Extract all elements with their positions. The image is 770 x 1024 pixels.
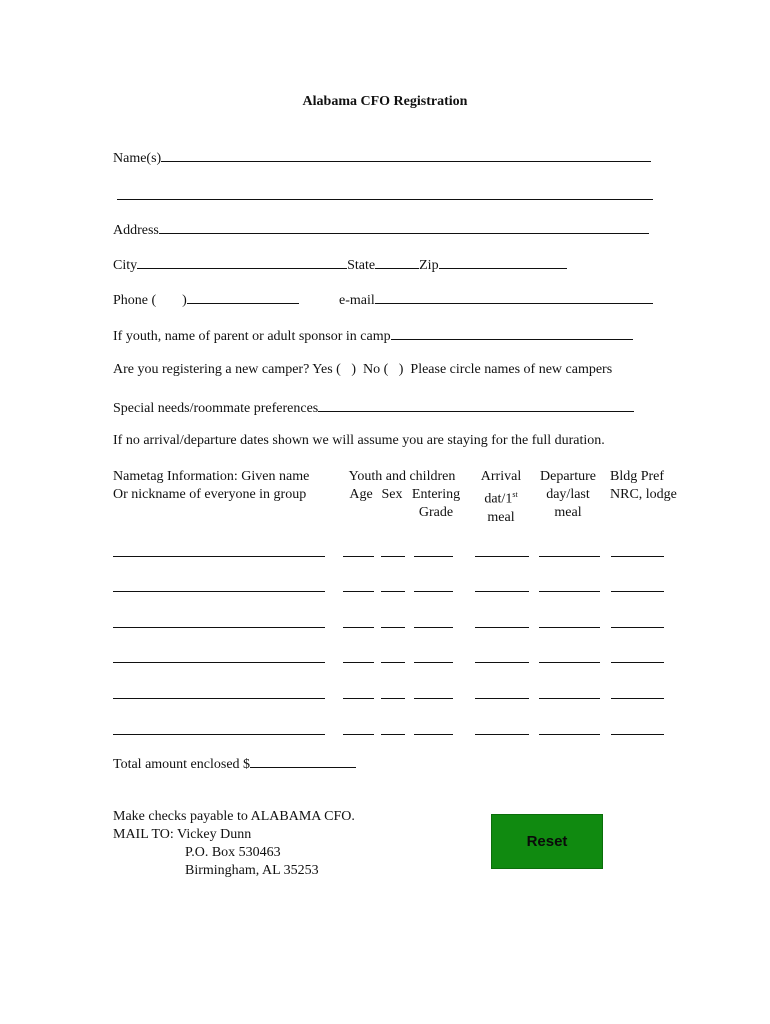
row-5-grade-field[interactable] [414, 698, 453, 699]
table-row [0, 627, 770, 628]
mail-to-line: MAIL TO: Vickey Dunn [113, 827, 252, 842]
row-2-grade-field[interactable] [414, 591, 453, 592]
row-2-arrival-field[interactable] [475, 591, 529, 592]
row-1-age-field[interactable] [343, 556, 374, 557]
mailing-block [113, 808, 355, 880]
sponsor-row [113, 326, 633, 345]
po-box-line: P.O. Box 530463 [185, 845, 281, 860]
table-row [0, 698, 770, 699]
city-field[interactable] [137, 255, 347, 269]
names-field[interactable] [161, 148, 651, 162]
header-departure: Departure day/last meal [540, 469, 596, 520]
payable-line: Make checks payable to ALABAMA CFO. [113, 809, 355, 824]
city-state-line: Birmingham, AL 35253 [185, 863, 319, 878]
row-4-sex-field[interactable] [381, 662, 405, 663]
special-needs-label: Special needs/roommate preferences [113, 401, 319, 416]
row-1-arrival-field[interactable] [475, 556, 529, 557]
dates-note: If no arrival/departure dates shown we will assume you are staying for the full duration. [113, 433, 605, 448]
header-arrival: Arrival dat/1st meal [480, 469, 522, 525]
row-3-age-field[interactable] [343, 627, 374, 628]
row-4-bldg-field[interactable] [611, 662, 664, 663]
names-field-2[interactable] [117, 199, 653, 200]
row-4-arrival-field[interactable] [475, 662, 529, 663]
row-2-departure-field[interactable] [539, 591, 600, 592]
row-1-bldg-field[interactable] [611, 556, 664, 557]
state-label: State [347, 258, 376, 273]
reset-button[interactable]: Reset [491, 814, 603, 869]
row-5-age-field[interactable] [343, 698, 374, 699]
row-3-departure-field[interactable] [539, 627, 600, 628]
row-1-grade-field[interactable] [414, 556, 453, 557]
email-row [339, 290, 653, 309]
row-4-age-field[interactable] [343, 662, 374, 663]
city-label: City [113, 258, 138, 273]
state-field[interactable] [375, 255, 419, 269]
row-2-bldg-field[interactable] [611, 591, 664, 592]
header-entering: Entering Grade [411, 487, 461, 520]
row-1-name-field[interactable] [113, 556, 325, 557]
names-label: Name(s) [113, 151, 162, 166]
address-row [113, 220, 649, 239]
row-1-sex-field[interactable] [381, 556, 405, 557]
phone-row [113, 290, 299, 309]
header-youth: Youth and children [348, 469, 456, 484]
row-2-age-field[interactable] [343, 591, 374, 592]
row-5-bldg-field[interactable] [611, 698, 664, 699]
names-row [113, 148, 651, 167]
sponsor-field[interactable] [391, 326, 633, 340]
total-row [113, 754, 356, 773]
header-age: Age [349, 487, 373, 502]
table-row [0, 591, 770, 592]
address-field[interactable] [159, 220, 649, 234]
row-3-name-field[interactable] [113, 627, 325, 628]
special-needs-field[interactable] [318, 398, 634, 412]
table-row [0, 734, 770, 735]
sponsor-label: If youth, name of parent or adult sponsor in camp [113, 329, 391, 344]
row-4-grade-field[interactable] [414, 662, 453, 663]
table-row [0, 556, 770, 557]
row-5-arrival-field[interactable] [475, 698, 529, 699]
city-row [113, 255, 567, 274]
row-4-name-field[interactable] [113, 662, 325, 663]
row-6-age-field[interactable] [343, 734, 374, 735]
row-6-arrival-field[interactable] [475, 734, 529, 735]
email-label: e-mail [339, 293, 375, 308]
row-3-grade-field[interactable] [414, 627, 453, 628]
row-2-sex-field[interactable] [381, 591, 405, 592]
row-4-departure-field[interactable] [539, 662, 600, 663]
header-sex: Sex [381, 487, 403, 502]
row-3-bldg-field[interactable] [611, 627, 664, 628]
zip-field[interactable] [439, 255, 567, 269]
row-2-name-field[interactable] [113, 591, 325, 592]
phone-field[interactable] [187, 290, 299, 304]
address-label: Address [113, 223, 159, 238]
special-needs-row [113, 398, 634, 417]
row-5-departure-field[interactable] [539, 698, 600, 699]
row-6-name-field[interactable] [113, 734, 325, 735]
header-bldg: Bldg Pref NRC, lodge [610, 469, 677, 502]
row-3-sex-field[interactable] [381, 627, 405, 628]
email-field[interactable] [375, 290, 653, 304]
page-title: Alabama CFO Registration [302, 94, 468, 109]
row-3-arrival-field[interactable] [475, 627, 529, 628]
row-6-bldg-field[interactable] [611, 734, 664, 735]
zip-label: Zip [419, 258, 439, 273]
row-1-departure-field[interactable] [539, 556, 600, 557]
row-5-name-field[interactable] [113, 698, 325, 699]
new-camper-question: Are you registering a new camper? Yes ( ) No ( ) Please circle names of new campers [113, 362, 613, 377]
row-6-departure-field[interactable] [539, 734, 600, 735]
phone-close: ) [182, 293, 187, 308]
phone-label: Phone ( [113, 293, 157, 308]
total-label: Total amount enclosed $ [113, 757, 251, 772]
row-6-sex-field[interactable] [381, 734, 405, 735]
total-field[interactable] [250, 754, 356, 768]
header-nametag: Nametag Information: Given name Or nickname of everyone in group [113, 469, 310, 502]
table-row [0, 662, 770, 663]
row-6-grade-field[interactable] [414, 734, 453, 735]
row-5-sex-field[interactable] [381, 698, 405, 699]
